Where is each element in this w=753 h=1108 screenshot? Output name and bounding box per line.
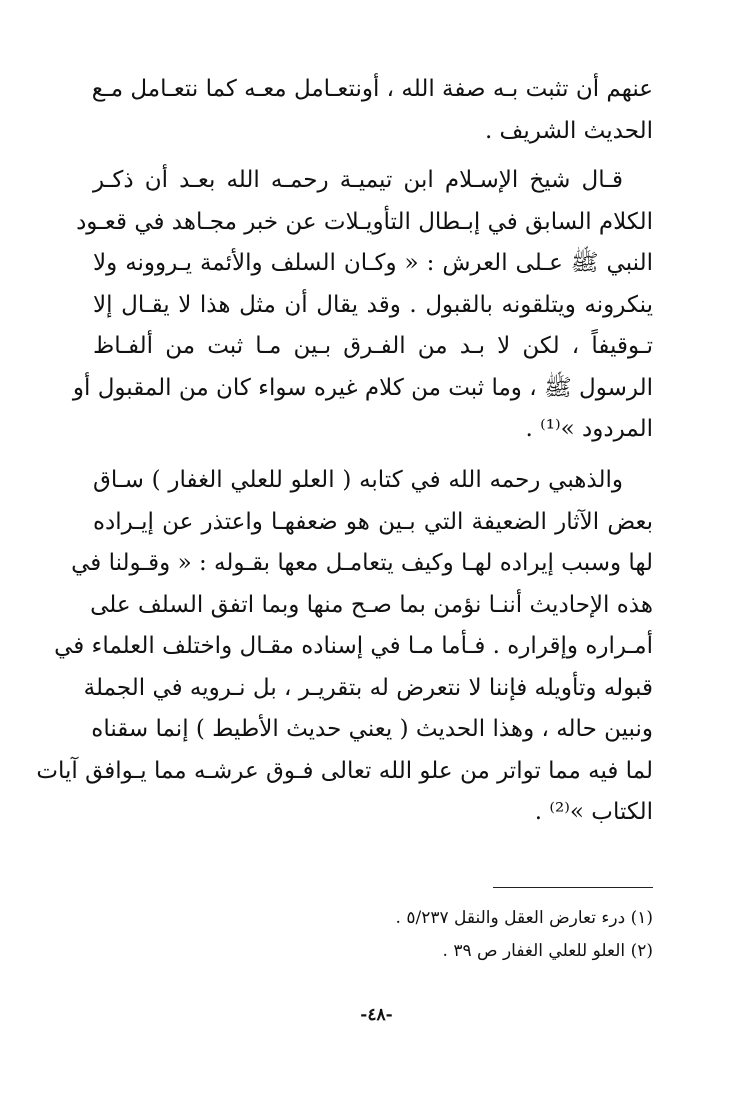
text-line: قـال شيخ الإسـلام ابن تيميـة رحمـه الله بعـد أن ذكـر	[93, 167, 623, 193]
text-line: لها وسبب إيراده لهـا وكيف يتعامـل معها بقـوله : « وقـولنا في	[71, 550, 653, 576]
text-line: أمـراره وإقراره . فـأما مـا في إسناده مقـال واختلف العلماء في	[54, 633, 653, 659]
page-number: -٤٨-	[360, 1005, 393, 1025]
paragraph-3	[36, 460, 653, 834]
paragraph-1	[93, 69, 653, 152]
footnote-text: درء تعارض العقل والنقل ٥/٢٣٧ .	[395, 908, 626, 928]
footnote-2	[93, 937, 653, 965]
text-line: قبوله وتأويله فإننا لا نتعرض له بتقريـر ، بل نـرويه في الجملة	[83, 674, 653, 701]
text-line: تـوقيفاً ، لكن لا بـد من الفـرق بـين مـا ثبت من ألفـاظ	[93, 333, 653, 359]
text-line: المردود »⁽¹⁾ .	[525, 416, 653, 442]
text-line: ونبين حاله ، وهذا الحديث ( يعني حديث الأطيط ) إنما سقناه	[91, 716, 653, 742]
text-line: لما فيه مما تواتر من علو الله تعالى فـوق عرشـه مما يـوافق آيات	[36, 757, 653, 784]
text-line: الكلام السابق في إبـطال التأويـلات عن خبر مجـاهد في قعـود	[76, 208, 653, 235]
footnote-separator	[493, 887, 653, 888]
text-line: والذهبي رحمه الله في كتابه ( العلو للعلي الغفار ) سـاق	[93, 467, 623, 493]
paragraph-2	[72, 160, 653, 451]
footnote-1	[93, 904, 653, 932]
text-line: هذه الإحاديث أننـا نؤمن بما صـح منها وبما اتفق السلف على	[90, 591, 653, 618]
footnote-marker: (٢)	[630, 941, 653, 961]
text-line: عنهم أن تثبت بـه صفة الله ، أونتعـامل معـه كما نتعـامل مـع	[91, 76, 653, 102]
text-line: الحديث الشريف .	[484, 117, 653, 144]
text-line: ينكرونه ويتلقونه بالقبول . وقد يقال أن مثل هذا لا يقـال إلا	[93, 291, 653, 318]
text-line: بعض الآثار الضعيفة التي بـين هو ضعفهـا واعتذر عن إيـراده	[93, 508, 653, 535]
text-line: الرسول ﷺ ، وما ثبت من كلام غيره سواء كان من المقبول أو	[72, 374, 653, 401]
text-line: النبي ﷺ عـلى العرش : « وكـان السلف والأئمة يـروونه ولا	[93, 250, 653, 276]
footnote-text: العلو للعلي الغفار ص ٣٩ .	[442, 941, 626, 961]
footnote-marker: (١)	[630, 908, 653, 928]
text-line: الكتاب »⁽²⁾ .	[534, 799, 653, 825]
